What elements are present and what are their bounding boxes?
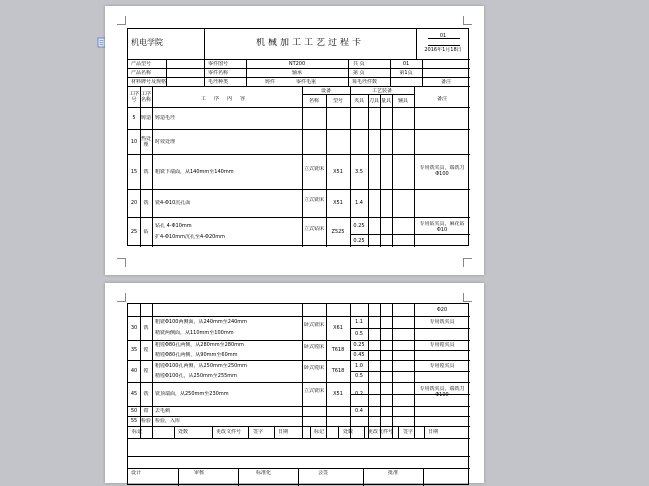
step-remark: 专用钻夹具，麻花钻 Φ10 xyxy=(419,221,465,233)
col-header-tooling: 工艺装备 xyxy=(371,88,392,94)
step-no: 45 xyxy=(130,391,138,397)
tool-value: 0.2 xyxy=(355,391,363,397)
equipment-name: 立式铣床 xyxy=(303,197,324,203)
step-remark: 专用镗夹具 xyxy=(429,363,455,369)
step-name: 铣 xyxy=(143,200,149,206)
label-part-drawing-no: 零件图号 xyxy=(208,61,229,67)
label-product-name: 产品名称 xyxy=(131,70,152,76)
step-no: 25 xyxy=(130,229,138,235)
sign-count: 处数 xyxy=(343,429,354,435)
step-name: 铣 xyxy=(143,169,149,175)
step-content: 铣顶端面，从250mm至230mm xyxy=(155,391,229,397)
sign-signature: 签字 xyxy=(403,429,414,435)
crop-mark xyxy=(117,293,126,302)
step-name: 铣 xyxy=(143,391,149,397)
label-page-no: 第 页 xyxy=(353,70,365,76)
tool-value: 1.4 xyxy=(355,200,363,206)
equipment-model: Z525 xyxy=(331,229,345,235)
sign-date: 日期 xyxy=(428,429,439,435)
step-remark: 专用铣夹具 xyxy=(429,319,455,325)
crop-mark xyxy=(463,258,472,267)
step-no: 20 xyxy=(130,200,138,206)
equipment-name: 立式铣床 xyxy=(303,166,324,172)
equipment-model: T618 xyxy=(331,347,345,353)
footer-standardization: 标准化 xyxy=(256,470,272,476)
step-content: 粗铣Φ100两侧面，从240mm至240mm xyxy=(155,319,248,325)
col-header-remark: 备注 xyxy=(436,96,447,102)
step-remark: Φ20 xyxy=(436,307,448,313)
step-content: 去毛刺 xyxy=(155,408,171,414)
step-name: 铸造 xyxy=(140,115,151,121)
value-total-pages: 01 xyxy=(402,61,410,67)
process-card-table-continued xyxy=(127,303,469,485)
tool-value: 1.0 xyxy=(355,363,363,369)
tool-value: 0.45 xyxy=(353,352,365,358)
tool-value: 0.25 xyxy=(353,238,365,244)
label-material: 材料牌号及规格 xyxy=(131,79,167,85)
step-no: 50 xyxy=(130,408,138,414)
step-name: 钻 xyxy=(143,229,149,235)
step-content: 时效处理 xyxy=(155,139,176,145)
equipment-model: X61 xyxy=(333,325,343,331)
tool-value: 0.25 xyxy=(353,342,365,348)
equipment-model: X51 xyxy=(333,169,343,175)
step-content: 精铣两侧面，从110mm至100mm xyxy=(155,330,234,336)
step-name: 铣 xyxy=(143,325,149,331)
col-header-equipment-name: 名称 xyxy=(308,98,319,104)
school-name: 机电学院 xyxy=(131,38,163,47)
step-content: 钻孔 4-Φ10mm xyxy=(155,223,192,229)
step-name: 镗 xyxy=(143,347,149,353)
label-total-pages: 共 页 xyxy=(353,61,365,67)
step-no: 40 xyxy=(130,368,138,374)
sign-mark: 标记 xyxy=(132,429,143,435)
tool-value: 1.1 xyxy=(355,319,363,325)
label-product-model: 产品型号 xyxy=(131,61,152,67)
step-name: 钳 xyxy=(143,408,149,414)
footer-approve: 批准 xyxy=(388,470,399,476)
step-content: 扩4-Φ10mm沉孔至4-Φ20mm xyxy=(155,234,226,240)
step-remark: 专用铣夹具，端铣刀 Φ100 xyxy=(419,386,465,398)
sign-date: 日期 xyxy=(278,429,289,435)
col-header-step-name: 工序名称 xyxy=(140,91,151,103)
label-part-weight: 零件毛重 xyxy=(296,79,317,85)
tool-value: 0.25 xyxy=(353,223,365,229)
step-no: 15 xyxy=(130,169,138,175)
crop-mark xyxy=(117,258,126,267)
sign-mark: 标记 xyxy=(314,429,325,435)
step-content: 铸造毛坯 xyxy=(155,115,176,121)
sign-count: 处数 xyxy=(178,429,189,435)
col-header-gauge: 量具 xyxy=(380,98,391,104)
step-content: 检验，入库 xyxy=(155,418,181,424)
label-remark: 备注 xyxy=(440,79,451,85)
col-header-equipment-model: 型号 xyxy=(332,98,343,104)
col-header-fixture: 夹具 xyxy=(353,98,364,104)
crop-mark xyxy=(463,293,472,302)
col-header-step-no: 工序号 xyxy=(128,91,139,103)
step-content: 精镗Φ80孔两侧，从90mm至60mm xyxy=(155,352,238,358)
value-part-name: 轴承 xyxy=(291,70,302,76)
step-content: 精镗Φ100孔，从250mm至255mm xyxy=(155,373,238,379)
equipment-name: 立式钻床 xyxy=(303,226,324,232)
footer-design: 设计 xyxy=(131,470,142,476)
step-no: 30 xyxy=(130,325,138,331)
equipment-model: X51 xyxy=(333,200,343,206)
footer-countersign: 会签 xyxy=(318,470,329,476)
step-content: 粗镗Φ100孔两侧，从250mm至250mm xyxy=(155,363,248,369)
card-date: 2016年1月18日 xyxy=(424,47,462,53)
value-page-no: 第1页 xyxy=(399,70,413,76)
step-remark: 专用铣夹具，端铣刀 Φ100 xyxy=(419,165,465,177)
value-part-drawing-no: NT200 xyxy=(288,61,306,67)
tool-value: 0.5 xyxy=(355,331,363,337)
equipment-name: 卧式镗床 xyxy=(303,365,324,371)
col-header-cutter: 刀具 xyxy=(368,98,379,104)
col-header-aux: 辅具 xyxy=(397,98,408,104)
step-no: 10 xyxy=(130,139,138,145)
step-name: 镗 xyxy=(143,368,149,374)
step-no: 5 xyxy=(132,115,136,121)
tool-value: 0.5 xyxy=(355,373,363,379)
footer-review: 审核 xyxy=(194,470,205,476)
crop-mark xyxy=(463,16,472,25)
process-card-table xyxy=(127,28,469,246)
sign-signature: 签字 xyxy=(253,429,264,435)
step-name: 检验 xyxy=(140,418,151,424)
tool-value: 0.4 xyxy=(355,408,363,414)
equipment-name: 卧式铣床 xyxy=(303,322,324,328)
col-header-step-content: 工序内容 xyxy=(200,96,253,102)
step-content: 粗铣下端面，从140mm至140mm xyxy=(155,169,234,175)
label-part-name: 零件名称 xyxy=(208,70,229,76)
step-content: 粗镗Φ80孔两侧，从280mm至280mm xyxy=(155,342,244,348)
step-remark: 专用镗夹具 xyxy=(429,342,455,348)
label-pieces-per-blank: 每毛坯件数 xyxy=(352,79,378,85)
card-title: 机械加工工艺过程卡 xyxy=(255,38,364,48)
step-no: 55 xyxy=(130,418,138,424)
page-1 xyxy=(105,6,484,275)
equipment-model: X51 xyxy=(333,391,343,397)
page-2 xyxy=(105,283,484,483)
crop-mark xyxy=(117,16,126,25)
col-header-equipment: 设备 xyxy=(320,88,331,94)
equipment-model: T618 xyxy=(331,368,345,374)
equipment-name: 立式铣床 xyxy=(303,388,324,394)
value-blank-type: 铸件 xyxy=(264,79,275,85)
step-no: 35 xyxy=(130,347,138,353)
sign-change-doc: 更改文件号 xyxy=(368,429,394,435)
sign-change-doc: 更改文件号 xyxy=(216,429,242,435)
corner-code: 01 xyxy=(439,33,447,39)
equipment-name: 卧式镗床 xyxy=(303,344,324,350)
step-name: 热处理 xyxy=(140,136,151,148)
label-blank-type: 毛坯种类 xyxy=(208,79,229,85)
step-content: 铣4-Φ10沉孔面 xyxy=(155,200,191,206)
tool-value: 3.5 xyxy=(355,169,363,175)
